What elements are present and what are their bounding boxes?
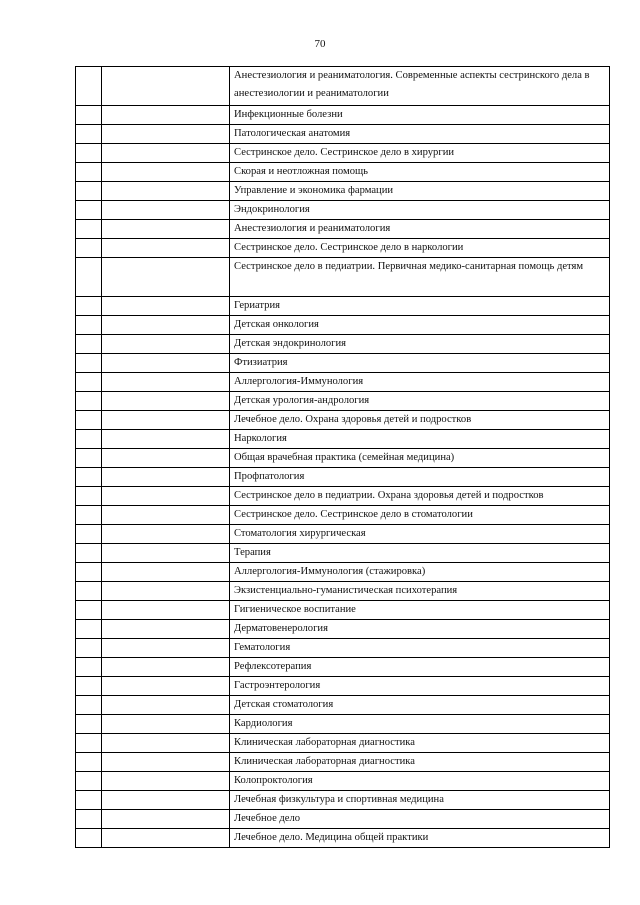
table-row <box>76 468 610 487</box>
course-name-cell: Профпатология <box>230 468 610 487</box>
course-name-cell: Сестринское дело. Сестринское дело в стоматологии <box>230 506 610 525</box>
course-name-cell: Кардиология <box>230 715 610 734</box>
table-row <box>76 297 610 316</box>
empty-cell-col1 <box>76 411 102 430</box>
empty-cell-col2 <box>102 125 230 144</box>
empty-cell-col2 <box>102 791 230 810</box>
empty-cell-col1 <box>76 316 102 335</box>
table-row <box>76 506 610 525</box>
course-name-cell: Гигиеническое воспитание <box>230 601 610 620</box>
empty-cell-col1 <box>76 335 102 354</box>
course-name-cell: Клиническая лабораторная диагностика <box>230 734 610 753</box>
course-name-cell: Гематология <box>230 639 610 658</box>
course-name-cell: Сестринское дело. Сестринское дело в хирургии <box>230 144 610 163</box>
table-row <box>76 163 610 182</box>
course-name-cell: Анестезиология и реаниматология <box>230 220 610 239</box>
empty-cell-col1 <box>76 106 102 125</box>
course-name-cell: Общая врачебная практика (семейная медицина) <box>230 449 610 468</box>
table-row <box>76 829 610 848</box>
empty-cell-col1 <box>76 392 102 411</box>
empty-cell-col2 <box>102 677 230 696</box>
empty-cell-col1 <box>76 658 102 677</box>
table-row <box>76 411 610 430</box>
empty-cell-col1 <box>76 430 102 449</box>
courses-table <box>75 66 610 848</box>
course-name-cell: Клиническая лабораторная диагностика <box>230 753 610 772</box>
empty-cell-col1 <box>76 67 102 106</box>
course-name-cell: Лечебное дело <box>230 810 610 829</box>
empty-cell-col1 <box>76 810 102 829</box>
empty-cell-col2 <box>102 449 230 468</box>
course-name-cell: Экзистенциально-гуманистическая психотерапия <box>230 582 610 601</box>
empty-cell-col1 <box>76 696 102 715</box>
empty-cell-col1 <box>76 182 102 201</box>
empty-cell-col2 <box>102 506 230 525</box>
course-name-cell: Лечебное дело. Охрана здоровья детей и подростков <box>230 411 610 430</box>
empty-cell-col1 <box>76 144 102 163</box>
course-name-cell: Стоматология хирургическая <box>230 525 610 544</box>
empty-cell-col1 <box>76 791 102 810</box>
empty-cell-col2 <box>102 335 230 354</box>
course-name-cell: Сестринское дело в педиатрии. Первичная медико-санитарная помощь детям <box>230 258 610 297</box>
table-row <box>76 601 610 620</box>
empty-cell-col2 <box>102 201 230 220</box>
table-row <box>76 791 610 810</box>
table-row <box>76 430 610 449</box>
empty-cell-col1 <box>76 506 102 525</box>
empty-cell-col2 <box>102 772 230 791</box>
empty-cell-col1 <box>76 563 102 582</box>
course-name-cell: Детская урология-андрология <box>230 392 610 411</box>
course-name-cell: Гастроэнтерология <box>230 677 610 696</box>
table-row <box>76 449 610 468</box>
course-name-cell: Детская стоматология <box>230 696 610 715</box>
table-row <box>76 620 610 639</box>
table-row <box>76 487 610 506</box>
empty-cell-col1 <box>76 468 102 487</box>
empty-cell-col1 <box>76 620 102 639</box>
empty-cell-col2 <box>102 411 230 430</box>
empty-cell-col2 <box>102 392 230 411</box>
empty-cell-col2 <box>102 297 230 316</box>
empty-cell-col2 <box>102 239 230 258</box>
table-row <box>76 239 610 258</box>
empty-cell-col2 <box>102 468 230 487</box>
empty-cell-col1 <box>76 677 102 696</box>
course-name-cell: Эндокринология <box>230 201 610 220</box>
empty-cell-col2 <box>102 373 230 392</box>
empty-cell-col2 <box>102 582 230 601</box>
table-row <box>76 125 610 144</box>
empty-cell-col2 <box>102 220 230 239</box>
empty-cell-col2 <box>102 810 230 829</box>
empty-cell-col2 <box>102 67 230 106</box>
courses-table-body <box>76 67 610 848</box>
table-row <box>76 715 610 734</box>
empty-cell-col2 <box>102 430 230 449</box>
course-name-cell: Колопроктология <box>230 772 610 791</box>
course-name-cell: Фтизиатрия <box>230 354 610 373</box>
course-name-cell: Детская эндокринология <box>230 335 610 354</box>
table-row <box>76 639 610 658</box>
table-row <box>76 753 610 772</box>
empty-cell-col2 <box>102 639 230 658</box>
table-row <box>76 201 610 220</box>
table-row <box>76 258 610 297</box>
empty-cell-col1 <box>76 753 102 772</box>
course-name-cell: Скорая и неотложная помощь <box>230 163 610 182</box>
course-name-cell: Лечебная физкультура и спортивная медицина <box>230 791 610 810</box>
course-name-cell: Наркология <box>230 430 610 449</box>
table-row <box>76 106 610 125</box>
course-name-cell: Сестринское дело. Сестринское дело в наркологии <box>230 239 610 258</box>
table-row <box>76 182 610 201</box>
empty-cell-col1 <box>76 163 102 182</box>
course-name-cell: Управление и экономика фармации <box>230 182 610 201</box>
table-row <box>76 677 610 696</box>
course-name-cell: Сестринское дело в педиатрии. Охрана здоровья детей и подростков <box>230 487 610 506</box>
table-row <box>76 696 610 715</box>
empty-cell-col1 <box>76 601 102 620</box>
empty-cell-col1 <box>76 449 102 468</box>
course-name-cell: Дерматовенерология <box>230 620 610 639</box>
empty-cell-col2 <box>102 144 230 163</box>
empty-cell-col1 <box>76 258 102 297</box>
empty-cell-col1 <box>76 487 102 506</box>
empty-cell-col2 <box>102 715 230 734</box>
empty-cell-col2 <box>102 620 230 639</box>
table-row <box>76 67 610 106</box>
table-row <box>76 525 610 544</box>
table-row <box>76 582 610 601</box>
table-row <box>76 772 610 791</box>
course-name-cell: Инфекционные болезни <box>230 106 610 125</box>
table-row <box>76 544 610 563</box>
empty-cell-col1 <box>76 297 102 316</box>
empty-cell-col1 <box>76 734 102 753</box>
course-name-cell: Терапия <box>230 544 610 563</box>
empty-cell-col1 <box>76 582 102 601</box>
empty-cell-col1 <box>76 373 102 392</box>
empty-cell-col1 <box>76 772 102 791</box>
empty-cell-col2 <box>102 563 230 582</box>
empty-cell-col2 <box>102 182 230 201</box>
course-name-cell: Аллергология-Иммунология (стажировка) <box>230 563 610 582</box>
table-row <box>76 734 610 753</box>
empty-cell-col2 <box>102 163 230 182</box>
course-name-cell: Лечебное дело. Медицина общей практики <box>230 829 610 848</box>
empty-cell-col2 <box>102 544 230 563</box>
table-row <box>76 373 610 392</box>
course-name-cell: Детская онкология <box>230 316 610 335</box>
table-row <box>76 392 610 411</box>
empty-cell-col2 <box>102 753 230 772</box>
course-name-cell: Патологическая анатомия <box>230 125 610 144</box>
table-row <box>76 335 610 354</box>
empty-cell-col2 <box>102 696 230 715</box>
table-row <box>76 144 610 163</box>
table-row <box>76 563 610 582</box>
empty-cell-col1 <box>76 201 102 220</box>
empty-cell-col1 <box>76 220 102 239</box>
empty-cell-col1 <box>76 544 102 563</box>
empty-cell-col1 <box>76 525 102 544</box>
empty-cell-col2 <box>102 106 230 125</box>
table-row <box>76 354 610 373</box>
empty-cell-col2 <box>102 734 230 753</box>
empty-cell-col2 <box>102 354 230 373</box>
course-name-cell: Рефлексотерапия <box>230 658 610 677</box>
course-name-cell: Гериатрия <box>230 297 610 316</box>
table-row <box>76 220 610 239</box>
empty-cell-col2 <box>102 658 230 677</box>
empty-cell-col2 <box>102 829 230 848</box>
empty-cell-col1 <box>76 125 102 144</box>
table-row <box>76 810 610 829</box>
empty-cell-col1 <box>76 354 102 373</box>
course-name-cell: Аллергология-Иммунология <box>230 373 610 392</box>
page-number: 70 <box>314 38 326 50</box>
empty-cell-col2 <box>102 487 230 506</box>
course-name-cell: Анестезиология и реаниматология. Современные аспекты сестринского дела в анестезиологии и реаниматологии <box>230 67 610 106</box>
table-row <box>76 316 610 335</box>
table-row <box>76 658 610 677</box>
empty-cell-col2 <box>102 601 230 620</box>
empty-cell-col1 <box>76 239 102 258</box>
empty-cell-col2 <box>102 525 230 544</box>
empty-cell-col1 <box>76 829 102 848</box>
empty-cell-col2 <box>102 258 230 297</box>
empty-cell-col1 <box>76 715 102 734</box>
empty-cell-col1 <box>76 639 102 658</box>
empty-cell-col2 <box>102 316 230 335</box>
